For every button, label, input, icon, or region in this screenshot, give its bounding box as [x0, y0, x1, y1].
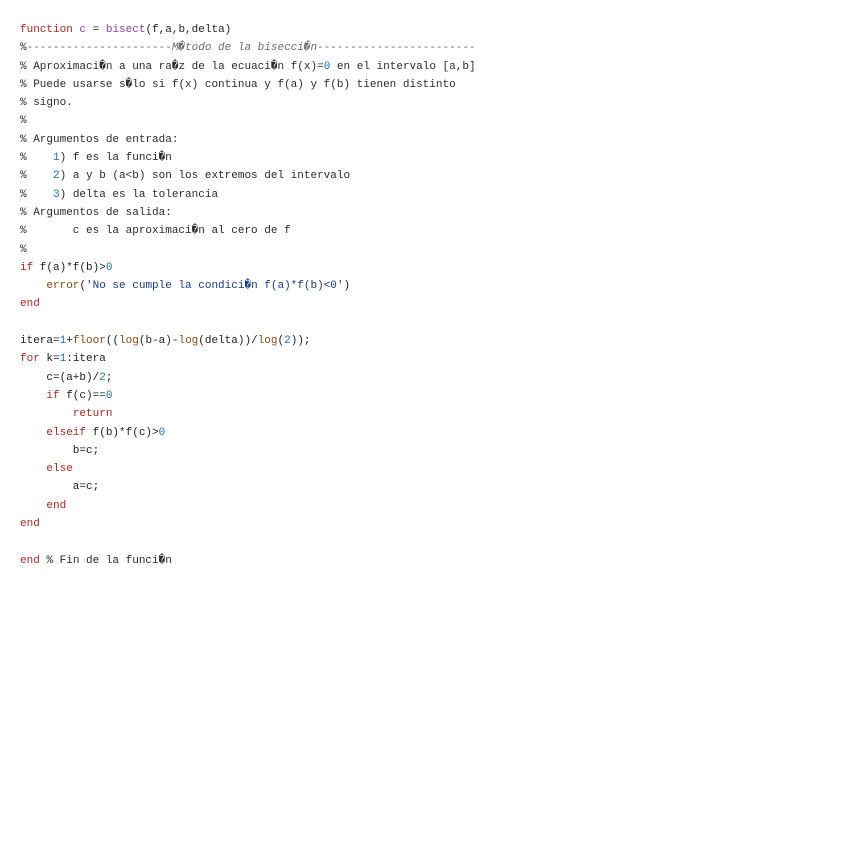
comment-token: % Aproximaci�n a una ra�z de la ecuaci�n f(x)=	[20, 60, 324, 73]
number-token: 0	[158, 426, 166, 439]
code-token: b=c;	[20, 444, 100, 457]
code-line	[20, 39, 476, 57]
comment-token: %	[20, 152, 54, 165]
number-token: 1	[59, 335, 67, 348]
code-line	[20, 277, 476, 295]
code-line	[20, 94, 476, 112]
code-line	[20, 405, 476, 423]
comment-token: ) a y b (a<b) son los extremos del intervalo	[59, 170, 351, 183]
keyword-token: end	[20, 298, 40, 311]
code-line	[20, 167, 476, 185]
code-token: )	[343, 280, 351, 293]
code-line	[20, 58, 476, 76]
code-line	[20, 350, 476, 368]
comment-token: %	[20, 188, 54, 201]
number-token: 1	[59, 353, 67, 366]
comment-token: ----------------------M�todo de la bisecci�n------------------------	[26, 42, 476, 55]
number-token: 2	[53, 170, 60, 183]
builtin-token: floor	[72, 335, 106, 348]
code-line	[20, 21, 476, 39]
code-line	[20, 497, 476, 515]
code-line	[20, 131, 476, 149]
keyword-token: end	[46, 499, 67, 512]
keyword-token: end	[20, 554, 40, 567]
keyword-token: function	[20, 24, 73, 36]
code-line	[20, 186, 476, 204]
code-token: (	[277, 335, 285, 348]
code-line	[20, 295, 476, 313]
comment-token: % Argumentos de salida:	[20, 206, 172, 219]
comment-token: ) delta es la tolerancia	[59, 188, 219, 201]
code-token: (b-a)-	[138, 335, 179, 348]
code-token: :itera	[66, 353, 106, 366]
function-name-token: bisect	[105, 24, 146, 36]
code-token: c=(a+b)/	[20, 371, 100, 384]
number-token: 3	[53, 188, 60, 201]
code-line	[20, 369, 476, 387]
code-line	[20, 442, 476, 460]
code-token: ));	[290, 335, 311, 348]
code-line	[20, 460, 476, 478]
keyword-token: else	[46, 463, 73, 476]
comment-token: % Argumentos de entrada:	[20, 133, 179, 146]
function-name-token: c	[79, 24, 87, 36]
code-line	[20, 149, 476, 167]
code-token	[20, 427, 46, 439]
comment-token: ) f es la funci�n	[59, 152, 172, 165]
number-token: 0	[105, 389, 113, 402]
number-token: 2	[99, 371, 106, 384]
code-line	[20, 76, 476, 94]
comment-token: %	[20, 115, 27, 128]
builtin-token: error	[46, 280, 80, 293]
number-token: 2	[284, 335, 291, 348]
code-token: (delta))/	[198, 335, 258, 348]
comment-token: % c es la aproximaci�n al cero de f	[20, 225, 291, 238]
comment-token: en el intervalo [a,b]	[330, 60, 476, 73]
comment-token: %	[20, 170, 54, 183]
comment-token: % Puede usarse s�lo si f(x) continua y f(a) y f(b) tienen distinto	[20, 78, 456, 91]
code-line	[20, 424, 476, 442]
code-token: f(b)*f(c)>	[86, 426, 159, 439]
code-token: +	[66, 335, 73, 348]
code-line	[20, 204, 476, 222]
number-token: 1	[53, 152, 60, 165]
keyword-token: if	[20, 261, 34, 274]
keyword-token: elseif	[46, 426, 87, 439]
code-token	[20, 390, 46, 402]
code-line	[20, 478, 476, 496]
code-line	[20, 314, 476, 332]
keyword-token: if	[46, 389, 60, 402]
code-token	[20, 463, 46, 475]
code-line	[20, 515, 476, 533]
code-line	[20, 259, 476, 277]
code-token	[20, 408, 73, 420]
code-token: (f,a,b,delta)	[145, 24, 232, 36]
code-line	[20, 387, 476, 405]
comment-token: %	[20, 42, 27, 55]
comment-token: %	[20, 243, 27, 256]
code-token: =	[86, 24, 106, 36]
code-token: k=	[39, 353, 60, 366]
code-token: f(c)==	[59, 389, 106, 402]
code-token: (	[79, 280, 87, 293]
builtin-token: log	[178, 335, 199, 348]
builtin-token: log	[119, 335, 139, 348]
code-line	[20, 241, 476, 259]
code-line	[20, 112, 476, 130]
code-line	[20, 552, 476, 570]
keyword-token: end	[20, 518, 40, 531]
code-token: ;	[105, 371, 113, 384]
string-token: 'No se cumple la condici�n f(a)*f(b)<0'	[86, 280, 344, 293]
code-token	[20, 500, 46, 512]
code-token: ((	[105, 335, 120, 348]
number-token: 0	[323, 60, 331, 73]
code-line	[20, 222, 476, 240]
code-token	[20, 280, 46, 292]
code-line	[20, 533, 476, 551]
keyword-token: for	[20, 353, 40, 366]
comment-token: % Fin de la funci�n	[39, 554, 172, 567]
comment-token: % signo.	[20, 97, 73, 110]
number-token: 0	[105, 261, 113, 274]
keyword-token: return	[72, 408, 113, 421]
builtin-token: log	[257, 335, 278, 348]
code-token: f(a)*f(b)>	[33, 261, 106, 274]
code-line	[20, 332, 476, 350]
code-token: itera=	[20, 335, 60, 348]
code-token: a=c;	[20, 481, 100, 494]
code-editor[interactable]	[20, 21, 476, 570]
